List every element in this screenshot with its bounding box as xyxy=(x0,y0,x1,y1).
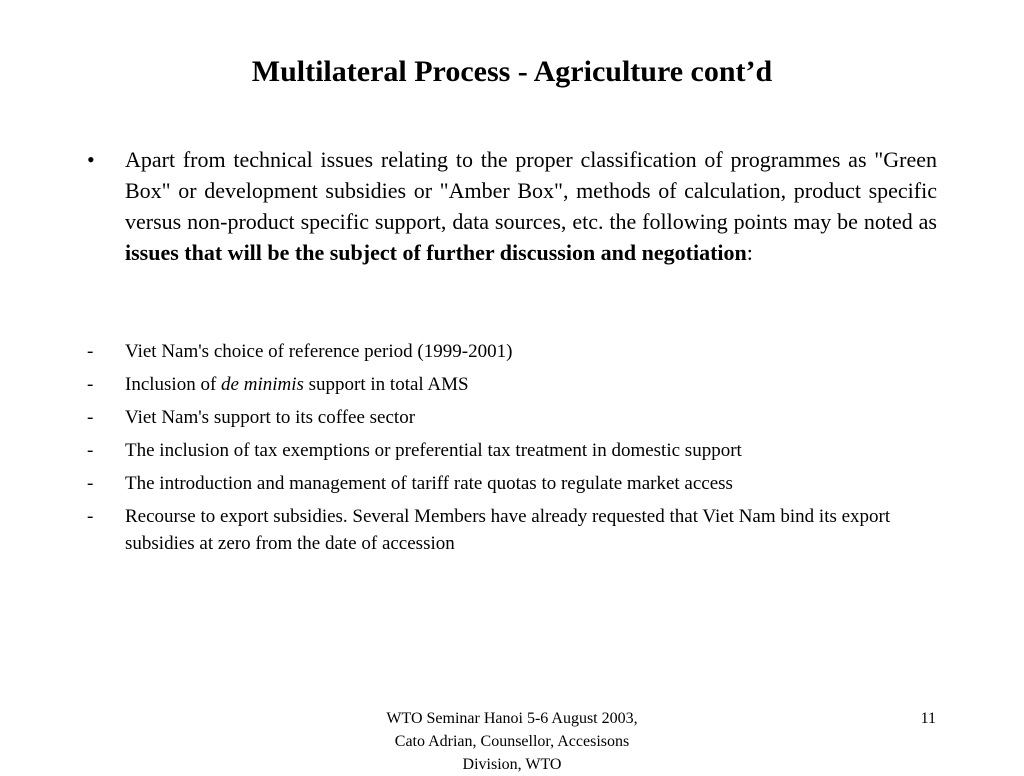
bullet-marker: • xyxy=(87,147,95,172)
list-item xyxy=(87,470,937,497)
dash-marker: - xyxy=(87,473,94,494)
list-item xyxy=(87,371,937,398)
main-bullet-bold-text: issues that will be the subject of further discussion and negotiation xyxy=(125,240,747,265)
list-item xyxy=(87,437,937,464)
footer-text: WTO Seminar Hanoi 5-6 August 2003, Cato Adrian, Counsellor, Accesisons Division, WTO xyxy=(386,710,638,773)
main-bullet-text-start: Apart from technical issues relating to the proper classification of programmes as "Green Box" or development subsidies or "Amber Box", methods of calculation, product specific versus non-product specific support, data sources, etc. the following points may be noted as xyxy=(125,147,937,234)
dash-marker: - xyxy=(87,440,94,461)
list-item-text-end: support in total AMS xyxy=(303,374,469,395)
dash-marker: - xyxy=(87,374,94,395)
list-item-text: Viet Nam's choice of reference period (1999-2001) xyxy=(125,341,513,362)
list-item-italic-text: de minimis xyxy=(221,374,304,395)
main-bullet-text xyxy=(125,144,937,268)
list-item-text xyxy=(125,371,925,398)
list-item-text: The introduction and management of tariff rate quotas to regulate market access xyxy=(125,473,733,494)
list-item-text-start: Inclusion of xyxy=(125,374,222,395)
dash-marker: - xyxy=(87,407,94,428)
slide-title: Multilateral Process - Agriculture cont’d xyxy=(251,55,773,88)
sub-bullet-list xyxy=(87,338,937,563)
list-item-text: Recourse to export subsidies. Several Members have already requested that Viet Nam bind its export subsidies at zero from the date of accession xyxy=(125,506,891,554)
dash-marker: - xyxy=(87,341,94,362)
main-bullet-text-end: : xyxy=(746,240,753,265)
main-bullet xyxy=(87,144,937,268)
list-item xyxy=(87,404,937,431)
list-item xyxy=(87,503,937,557)
page-number: 11 xyxy=(920,710,936,727)
dash-marker: - xyxy=(87,506,94,527)
list-item xyxy=(87,338,937,365)
list-item-text: Viet Nam's support to its coffee sector xyxy=(125,407,416,428)
list-item-text: The inclusion of tax exemptions or preferential tax treatment in domestic support xyxy=(125,440,742,461)
